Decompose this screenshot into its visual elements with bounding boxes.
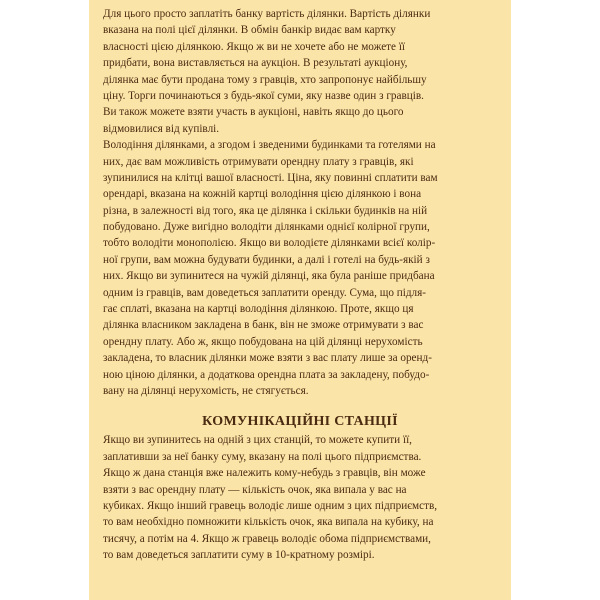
text-line: ділянка має бути продана тому з гравців, хто запропонує найбільшу: [103, 72, 427, 86]
text-line: вказана на полі цієї ділянки. В обмін банкір видає вам картку: [103, 23, 396, 37]
text-line: різна, в залежності від того, яка це ділянка і скільки будинків на ній: [103, 203, 428, 217]
text-line: Ви також можете взяти участь в аукціоні, навіть якщо до цього: [103, 105, 404, 119]
text-line: кубиках. Якщо інший гравець володіє лише одним з цих підприємств,: [103, 498, 438, 512]
text-line: орендну плату. Або ж, якщо побудована на цій ділянці нерухомість: [103, 334, 423, 348]
text-line: зупинилися на клітці вашої власності. Ціна, яку повинні сплатити вам: [103, 170, 438, 184]
text-line: ною ціною ділянки, а додаткова орендна плата за закладену, побудо-: [103, 367, 430, 381]
text-line: власності цією ділянкою. Якщо ж ви не хочете або не можете її: [103, 39, 406, 53]
text-line: них. Якщо ви зупинитеся на чужій ділянці, яка була раніше придбана: [103, 269, 435, 283]
text-line: заплативши за неї банку суму, вказану на полі цього підприємства.: [103, 449, 422, 463]
text-line: взяти з вас орендну плату — кількість очок, яка випала у вас на: [103, 482, 407, 496]
document-page: [89, 0, 511, 600]
text-line: ціну. Торги починаються з будь-якої суми, яку назве один з гравців.: [103, 88, 424, 102]
text-line: ділянка власником закладена в банк, він не зможе отримувати з вас: [103, 318, 424, 332]
section-spacer: [103, 399, 511, 413]
text-line: то вам доведеться заплатити суму в 10-кратному розмірі.: [103, 548, 375, 562]
text-line: них, дає вам можливість отримувати орендну плату з гравців, які: [103, 154, 414, 168]
text-line: придбати, вона виставляється на аукціон. В результаті аукціону,: [103, 56, 408, 70]
text-line: Для цього просто заплатіть банку вартість ділянки. Вартість ділянки: [103, 7, 431, 20]
section-heading-stations: КОМУНІКАЦІЙНІ СТАНЦІЇ: [202, 414, 398, 430]
text-line: закладена, то власник ділянки може взяти з вас плату лише за оренд-: [103, 351, 432, 365]
text-line: Якщо ж дана станція вже належить кому-небудь з гравців, він може: [103, 466, 426, 480]
text-line: гає сплаті, вказана на картці володіння ділянкою. Проте, якщо ця: [103, 302, 414, 316]
rules-section-stations: [103, 432, 511, 563]
text-line: тобто володіти монополією. Якщо ви володієте ділянками всієї колір-: [103, 236, 436, 250]
text-line: ної групи, вам можна будувати будинки, а далі і готелі на будь-якій з: [103, 252, 430, 266]
text-line: орендарі, вказана на кожній картці володіння цією ділянкою і вона: [103, 187, 422, 201]
text-line: Якщо ви зупинитесь на одній з цих станцій, то можете купити її,: [103, 433, 412, 447]
text-line: відмовилися від купівлі.: [103, 121, 220, 135]
text-line: тисячу, а потім на 4. Якщо ж гравець володіє обома підприємствами,: [103, 531, 431, 545]
text-line: побудовано. Дуже вигідно володіти ділянками однієї колірної групи,: [103, 220, 430, 234]
text-line: Володіння ділянками, а згодом і зведеними будинками та готелями на: [103, 138, 436, 152]
text-line: одним із гравців, вам доведеться заплатити оренду. Сума, що підля-: [103, 285, 427, 299]
text-line: вану на ділянці нерухомість, не стягується.: [103, 383, 309, 397]
rules-section-land: [103, 6, 511, 399]
text-line: то вам необхідно помножити кількість очок, яка випала на кубику, на: [103, 515, 434, 529]
